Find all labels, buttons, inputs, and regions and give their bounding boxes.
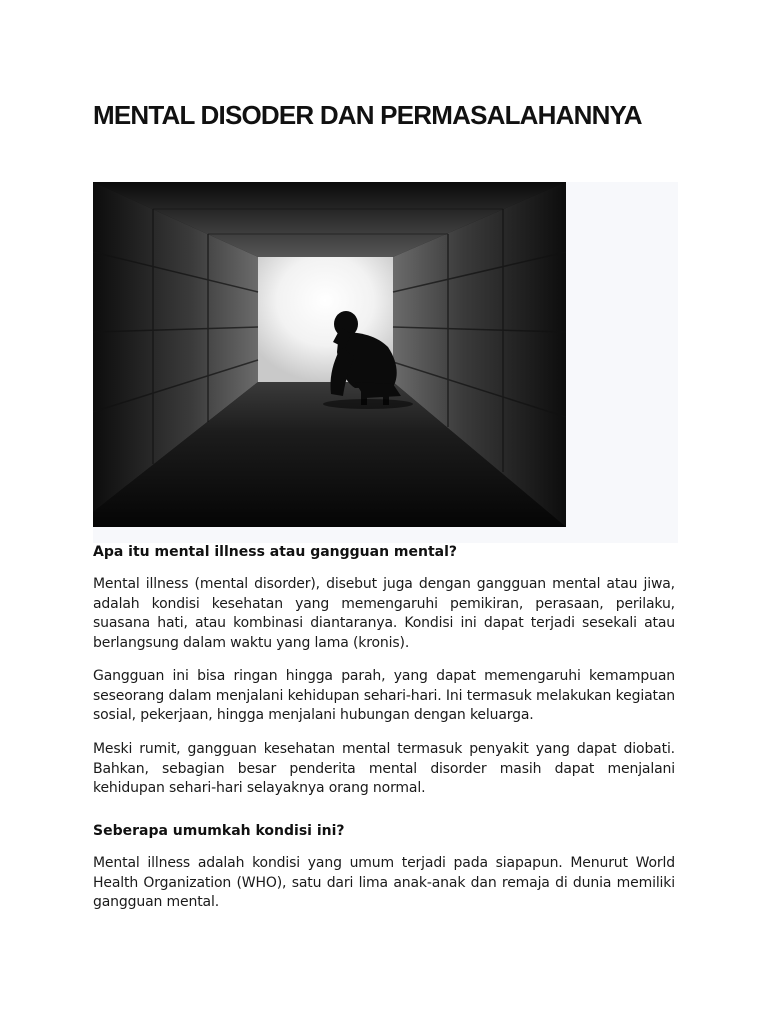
section-heading-2: Seberapa umumkah kondisi ini? xyxy=(93,823,345,839)
tunnel-photo xyxy=(93,182,566,527)
page-title: MENTAL DISODER DAN PERMASALAHANNYA xyxy=(93,100,642,130)
paragraph-4: Mental illness adalah kondisi yang umum terjadi pada siapapun. Menurut World Health Organization (WHO), satu dari lima anak-anak dan remaja di dunia memiliki gangguan mental. xyxy=(93,855,675,910)
section-heading-1: Apa itu mental illness atau gangguan mental? xyxy=(93,544,458,560)
paragraph-3: Meski rumit, gangguan kesehatan mental termasuk penyakit yang dapat diobati. Bahkan, sebagian besar penderita mental disorder masih dapat menjalani kehidupan sehari-hari selayaknya orang normal. xyxy=(93,741,675,796)
paragraph-2: Gangguan ini bisa ringan hingga parah, yang dapat memengaruhi kemampuan seseorang dalam menjalani kehidupan sehari-hari. Ini termasuk melakukan kegiatan sosial, pekerjaan, hingga menjalani hubungan dengan keluarga. xyxy=(93,668,675,723)
paragraph-1: Mental illness (mental disorder), disebut juga dengan gangguan mental atau jiwa, adalah kondisi kesehatan yang memengaruhi pemikiran, perasaan, perilaku, suasana hati, atau kombinasi diantaranya. Kondisi ini dapat terjadi sesekali atau berlangsung dalam waktu yang lama (kronis). xyxy=(93,576,675,651)
